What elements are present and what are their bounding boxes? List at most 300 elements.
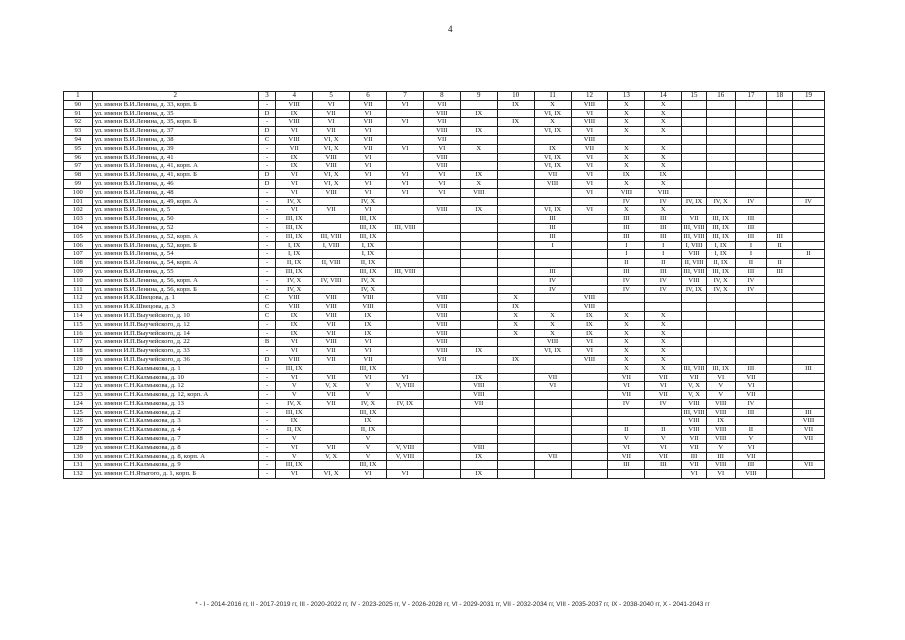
period-cell: II [645,259,682,268]
period-cell: VIII [571,100,608,109]
period-cell: VI [423,179,460,188]
category-cell: - [258,250,275,259]
period-cell [497,347,534,356]
period-cell: VI [682,470,707,479]
period-cell: VIII [423,338,460,347]
category-cell: - [258,276,275,285]
period-cell: V [645,435,682,444]
period-cell [386,206,423,215]
address-cell: ул. имени В.И.Ленина, д. 52, корп. А [92,232,258,241]
period-cell [706,338,735,347]
period-cell [792,391,824,400]
period-cell: VIII [423,320,460,329]
period-cell [534,188,571,197]
period-cell: IV [645,276,682,285]
period-cell: X [645,206,682,215]
period-cell [767,135,793,144]
table-row [64,294,825,303]
period-cell [735,144,767,153]
period-cell: VI, X [313,179,350,188]
category-cell: - [258,259,275,268]
period-cell: X [645,320,682,329]
period-cell: VI [571,162,608,171]
period-cell [423,435,460,444]
table-row [64,320,825,329]
category-cell: - [258,232,275,241]
period-cell [534,399,571,408]
period-cell [460,100,497,109]
period-cell: III, VIII [683,408,705,416]
period-cell: V, X [313,382,350,391]
period-cell: IX [276,153,313,162]
table-row [64,347,825,356]
period-cell: VI [423,144,460,153]
period-cell [706,303,735,312]
header-cell: 19 [792,92,824,101]
period-cell: IX [460,470,497,479]
row-number-cell: 123 [64,391,93,400]
period-cell: X [645,338,682,347]
row-number-cell: 107 [64,250,93,259]
period-cell [534,426,571,435]
period-cell: VII [792,461,824,470]
period-cell [792,179,824,188]
period-cell: IV, X [706,276,735,285]
period-cell: X [608,153,645,162]
period-cell: X [645,109,682,118]
period-cell [497,259,534,268]
period-cell [497,417,534,426]
period-cell: VII [645,391,682,400]
period-cell: VI [350,179,387,188]
period-cell: VIII [276,135,313,144]
header-cell: 3 [258,92,275,101]
period-cell [735,100,767,109]
table-row [64,171,825,180]
period-cell [497,144,534,153]
period-cell: X [645,347,682,356]
period-cell: VI, IX [534,206,571,215]
period-cell: VI [350,127,387,136]
row-number-cell: 99 [64,179,93,188]
period-cell: I, IX [276,250,313,259]
period-cell [386,250,423,259]
period-cell [682,303,707,312]
period-cell: IX [497,100,534,109]
period-cell [386,241,423,250]
period-cell: VII [645,373,682,382]
period-cell: IX [350,320,387,329]
table-row [64,100,825,109]
period-cell: IV [645,399,682,408]
period-cell [313,417,350,426]
period-cell: III, IX [706,215,735,224]
period-cell [497,109,534,118]
period-cell [460,417,497,426]
address-cell: ул. имени В.И.Ленина, д. 56, корп. Б [92,285,258,294]
period-cell: II [735,259,767,268]
header-cell: 6 [350,92,387,101]
category-cell: - [258,426,275,435]
period-cell: X [497,294,534,303]
period-cell: IX [571,320,608,329]
category-cell: C [258,135,275,144]
period-cell [767,355,793,364]
period-cell: III, IX [276,223,313,232]
period-cell: III [792,408,824,417]
period-cell: VIII [350,294,387,303]
period-cell: IV [608,285,645,294]
period-cell: II, IX [276,259,313,268]
period-cell [497,452,534,461]
period-cell: III, IX [706,364,735,373]
row-number-cell: 112 [64,294,93,303]
address-cell: ул. имени И.К.Швецова, д. 1 [92,294,258,303]
header-cell: 10 [497,92,534,101]
period-cell [767,215,793,224]
category-cell: - [258,470,275,479]
period-cell: II [608,259,645,268]
address-cell: ул. имени В.И.Ленина, д. 54 [92,250,258,259]
period-cell [386,135,423,144]
period-cell: X [645,179,682,188]
address-cell: ул. имени С.Н.Калмыкова, д. 8 [92,443,258,452]
address-cell: ул. имени В.И.Ленина, д. 41 [92,153,258,162]
period-cell [423,443,460,452]
period-cell [792,232,824,241]
period-cell [571,426,608,435]
period-cell [571,443,608,452]
period-cell: IV, X [350,197,387,206]
period-cell [645,303,682,312]
period-cell [386,461,423,470]
period-cell [386,311,423,320]
table-row [64,338,825,347]
period-cell: VI [386,179,423,188]
period-cell [792,399,824,408]
period-cell: I, VIII [682,241,707,250]
period-cell [706,100,735,109]
period-cell: X [645,329,682,338]
header-cell: 9 [460,92,497,101]
period-cell: II, IX [706,259,735,268]
header-cell: 4 [276,92,313,101]
period-cell: IV, VIII [313,276,350,285]
period-cell [460,267,497,276]
row-number-cell: 92 [64,118,93,127]
period-cell [682,109,707,118]
period-cell [792,188,824,197]
period-cell [460,135,497,144]
category-cell: - [258,223,275,232]
period-cell [386,127,423,136]
period-cell: V [735,435,767,444]
period-cell [735,109,767,118]
period-cell [571,399,608,408]
period-cell [767,162,793,171]
table-row [64,118,825,127]
address-cell: ул. имени С.Н.Калмыкова, д. 13 [92,399,258,408]
period-cell [423,373,460,382]
period-cell: IX [276,329,313,338]
address-cell: ул. имени С.Н.Калмыкова, д. 12 [92,382,258,391]
period-cell [767,250,793,259]
period-cell [767,391,793,400]
period-cell [386,417,423,426]
period-cell: VIII [423,294,460,303]
period-cell: III, IX [276,461,313,470]
period-cell [534,461,571,470]
period-cell: X [608,364,645,373]
address-cell: ул. имени В.И.Ленина, д. 49, корп. А [92,197,258,206]
header-cell: 17 [735,92,767,101]
table-row [64,241,825,250]
period-cell [792,135,824,144]
period-cell: VI [571,179,608,188]
address-cell: ул. имени С.Н.Калмыкова, д. 12, корп. А [92,391,258,400]
period-cell [767,311,793,320]
period-cell: VII [735,391,767,400]
period-cell [460,294,497,303]
header-cell: 14 [645,92,682,101]
period-cell: VI [386,188,423,197]
period-cell: III [706,452,735,461]
period-cell [460,197,497,206]
period-cell [792,382,824,391]
period-cell: VIII [313,338,350,347]
period-cell [534,417,571,426]
category-cell: - [258,417,275,426]
period-cell: IX [534,144,571,153]
table-row [64,276,825,285]
period-cell [386,329,423,338]
period-cell [735,294,767,303]
period-cell: IV, X [276,276,313,285]
period-cell: VIII [571,118,608,127]
period-cell: VI [571,347,608,356]
period-cell: VIII [276,294,313,303]
table-row [64,135,825,144]
period-cell [386,426,423,435]
category-cell: - [258,241,275,250]
period-cell [767,408,793,417]
period-cell [706,135,735,144]
period-cell: VI [276,188,313,197]
period-cell: VI [571,188,608,197]
period-cell: I, IX [350,250,387,259]
period-cell: VIII [460,188,497,197]
period-cell: VI [276,206,313,215]
period-cell [608,294,645,303]
address-cell: ул. имени В.И.Ленина, д. 41, корп. Б [92,171,258,180]
period-cell [313,426,350,435]
period-cell: VII [534,373,571,382]
period-cell: III, IX [706,267,735,276]
period-cell: IV, X [276,197,313,206]
period-cell [792,127,824,136]
period-cell: VI [350,373,387,382]
period-cell [460,285,497,294]
period-cell [460,153,497,162]
period-cell [497,285,534,294]
period-cell: VIII [706,461,735,470]
table-row [64,470,825,479]
period-cell [423,267,460,276]
period-cell: VI [386,470,423,479]
period-cell: VI [645,382,682,391]
page-number: 4 [448,24,453,34]
period-cell: I, IX [276,241,313,250]
period-cell: III [534,232,571,241]
period-cell [460,364,497,373]
period-cell: VIII [682,276,707,285]
period-cell [792,320,824,329]
period-cell [792,144,824,153]
row-number-cell: 98 [64,171,93,180]
period-cell: II [645,426,682,435]
period-cell [497,188,534,197]
address-cell: ул. имени И.П.Выучейского, д. 22 [92,338,258,347]
period-cell [534,355,571,364]
period-cell: VII [350,135,387,144]
period-cell: VIII [460,382,497,391]
period-cell: VII [313,355,350,364]
period-cell: VI [386,100,423,109]
period-cell: III [608,232,645,241]
period-cell [423,223,460,232]
table-row [64,426,825,435]
period-cell: VIII [460,443,497,452]
period-cell [706,109,735,118]
header-cell: 16 [706,92,735,101]
period-cell: III, VIII [683,267,705,275]
period-cell [534,294,571,303]
table-row [64,435,825,444]
period-cell: VI [571,338,608,347]
table-row [64,399,825,408]
period-cell: X [645,355,682,364]
period-cell: IV [608,399,645,408]
period-cell [706,320,735,329]
row-number-cell: 108 [64,259,93,268]
period-cell [423,285,460,294]
period-cell [313,408,350,417]
row-number-cell: 110 [64,276,93,285]
period-cell: VIII [276,355,313,364]
period-cell [682,329,707,338]
period-cell: X [645,162,682,171]
table-row [64,109,825,118]
category-cell: D [258,171,275,180]
period-cell: VI [423,188,460,197]
period-cell [706,188,735,197]
period-cell [767,364,793,373]
period-cell [706,118,735,127]
period-cell [534,443,571,452]
period-cell [792,100,824,109]
period-cell: III, IX [350,364,387,373]
row-number-cell: 128 [64,435,93,444]
table-row [64,408,825,417]
period-cell: X [497,311,534,320]
period-cell: VI [735,382,767,391]
category-cell: - [258,206,275,215]
period-cell [497,267,534,276]
period-cell: V [608,435,645,444]
period-cell: X [645,127,682,136]
period-cell [386,162,423,171]
period-cell [767,338,793,347]
period-cell: IX [350,417,387,426]
row-number-cell: 117 [64,338,93,347]
period-cell: VI, IX [534,127,571,136]
period-cell: IV, X [276,399,313,408]
table-row [64,162,825,171]
period-cell: X [608,100,645,109]
period-cell [423,452,460,461]
period-cell: IV [608,197,645,206]
period-cell [497,338,534,347]
period-cell: III [767,267,793,276]
category-cell: - [258,188,275,197]
period-cell [313,461,350,470]
period-cell: III [608,461,645,470]
period-cell [608,417,645,426]
category-cell: - [258,215,275,224]
period-cell: III [534,223,571,232]
period-cell [767,223,793,232]
period-cell [423,276,460,285]
address-cell: ул. имени В.И.Ленина, д. 33, корп. Б [92,100,258,109]
period-cell [735,347,767,356]
row-number-cell: 106 [64,241,93,250]
period-cell [767,188,793,197]
period-cell: X [534,329,571,338]
period-cell [767,452,793,461]
category-cell: D [258,127,275,136]
category-cell: - [258,162,275,171]
address-cell: ул. имени С.Н.Ятыгого, д. 1, корп. Б [92,470,258,479]
period-cell [767,470,793,479]
period-cell [534,435,571,444]
period-cell [682,100,707,109]
period-cell: VIII [571,303,608,312]
period-cell [767,347,793,356]
period-cell: IX [571,311,608,320]
period-cell: VI [386,171,423,180]
period-cell [497,162,534,171]
period-cell [706,127,735,136]
period-cell [571,223,608,232]
period-cell: VIII [313,303,350,312]
table-row [64,153,825,162]
period-cell [460,215,497,224]
period-cell [460,162,497,171]
row-number-cell: 124 [64,399,93,408]
period-cell [767,276,793,285]
period-cell [423,470,460,479]
period-cell: VII [792,435,824,444]
period-cell: II [767,241,793,250]
address-cell: ул. имени С.Н.Калмыкова, д. 1 [92,364,258,373]
period-cell [423,461,460,470]
address-cell: ул. имени С.Н.Калмыкова, д. 8, корп. А [92,452,258,461]
period-cell: VII [313,391,350,400]
period-cell: VIII [706,399,735,408]
row-number-cell: 90 [64,100,93,109]
period-cell: VIII [571,294,608,303]
period-cell: VIII [423,329,460,338]
